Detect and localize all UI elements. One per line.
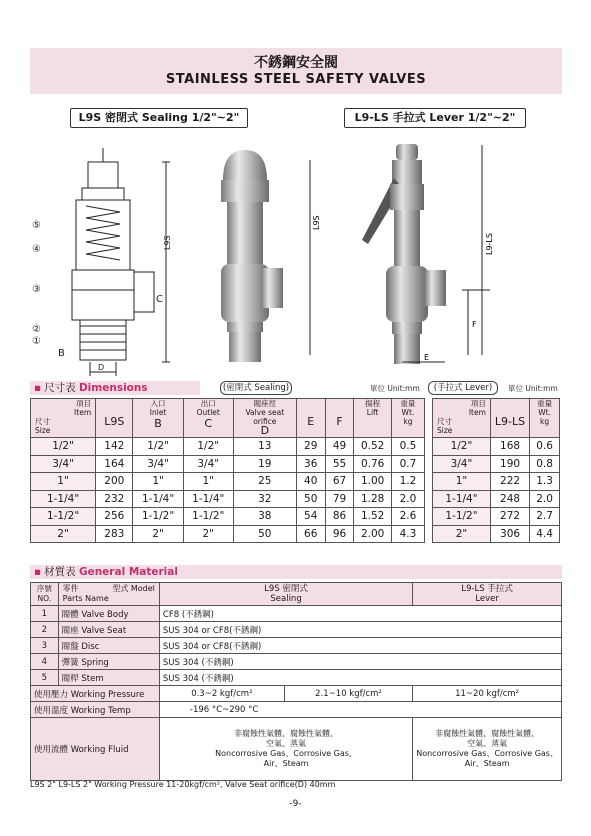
title-chinese: 不銹鋼安全閥 [254, 55, 338, 71]
table-row: 1" 222 1.3 [433, 473, 560, 491]
l9ls-valve-photo [352, 140, 462, 370]
material-section-header: ▪ 材質表 General Material [30, 565, 562, 579]
l9s-section-drawing [28, 140, 178, 380]
header-e: E [296, 399, 325, 438]
material-title-cn: 材質表 [44, 566, 76, 578]
table-row: 5 閥桿 Stem SUS 304 (不銹鋼) [31, 670, 562, 686]
table-row: 1/2" 142 1/2" 1/2" 13 29 49 0.52 0.5 [31, 438, 425, 456]
l9s-valve-photo [205, 150, 285, 365]
header-item-size: 項目 Item 尺寸 Size [31, 399, 96, 438]
title-english: STAINLESS STEEL SAFETY VALVES [165, 72, 427, 87]
l9ls-e-dimension [400, 352, 450, 372]
callout-5: ⑤ [32, 220, 41, 231]
dim-letter-f: F [472, 320, 477, 329]
callout-3: ③ [32, 284, 41, 295]
header-d: 閥座徑 Valve seat orifice D [233, 399, 296, 438]
table-row: 3/4" 190 0.8 [433, 455, 560, 473]
dim-label-l9s-photo: L9S [312, 215, 321, 230]
header-item-size-lever: 項目 Item 尺寸 Size [433, 399, 491, 438]
table-row: 1-1/2" 272 2.7 [433, 508, 560, 526]
model-label-l9s: L9S 密閉式 Sealing 1/2"~2" [70, 108, 248, 128]
header-no: 序號 NO. [31, 583, 59, 606]
material-title-en: General Material [78, 566, 178, 578]
table-row: 2 閥座 Valve Seat SUS 304 or CF8(不銹鋼) [31, 622, 562, 638]
unit-label-right: 單位 Unit:mm [508, 384, 558, 393]
footnote: L9S 2" L9-LS 2" Working Pressure 11-20kgf/cm², Valve Seat orifice(D) 40mm [30, 780, 336, 789]
table-row: 2" 306 4.4 [433, 525, 560, 543]
header-wt-lever: 重量 Wt. kg [530, 399, 560, 438]
dimensions-title-en: Dimensions [78, 382, 148, 394]
table-row: 1" 200 1" 1" 25 40 67 1.00 1.2 [31, 473, 425, 491]
table-row: 4 彈簧 Spring SUS 304 (不銹鋼) [31, 654, 562, 670]
table-row: 1-1/4" 232 1-1/4" 1-1/4" 32 50 79 1.28 2.0 [31, 490, 425, 508]
header-f: F [325, 399, 354, 438]
header-l9ls-lever: L9-LS 手拉式 Lever [413, 583, 562, 606]
dim-letter-c: C [156, 294, 163, 305]
header-lift: 揚程 Lift [354, 399, 391, 438]
table-row-temp: 使用溫度 Working Temp -196 °C~290 °C [31, 702, 562, 718]
table-row-fluid: 使用流體 Working Fluid 非腐蝕性氣體、腐蝕性氣體、 空氣、蒸氣 Noncorrosive Gas、Corrosive Gas、 Air、Steam 非腐蝕性氣體、腐蝕性氣體、 空氣、蒸氣 Noncorrosive Gas、Corrosive Gas、 Air、Steam [31, 718, 562, 781]
dim-label-l9s-drawing: L9S [163, 235, 172, 250]
table-row: 3/4" 164 3/4" 3/4" 19 36 55 0.76 0.7 [31, 455, 425, 473]
l9s-dimension-line [305, 160, 325, 360]
table-row-pressure: 使用壓力 Working Pressure 0.3~2 kgf/cm² 2.1~10 kgf/cm² 11~20 kgf/cm² [31, 686, 562, 702]
unit-label-left: 單位 Unit:mm [370, 384, 420, 393]
dimensions-title-cn: 尺寸表 [44, 382, 76, 394]
table-row: 3 閥盤 Disc SUS 304 or CF8(不銹鋼) [31, 638, 562, 654]
header-l9ls: L9-LS [490, 399, 529, 438]
header-l9s: L9S [96, 399, 133, 438]
page-header [30, 48, 562, 94]
callout-1: ① [32, 336, 41, 347]
dim-letter-e: E [424, 353, 430, 362]
sealing-pill: (密閉式 Sealing) [220, 381, 292, 395]
page-number: -9- [289, 799, 302, 809]
dimensions-table-lever [432, 398, 560, 543]
material-table [30, 582, 562, 781]
table-row: 1 閥體 Valve Body CF8 (不銹鋼) [31, 606, 562, 622]
dim-letter-d: D [98, 363, 105, 372]
l9ls-dimension-lines [460, 145, 520, 380]
header-wt: 重量 Wt. kg [391, 399, 424, 438]
dimensions-table-sealing [30, 398, 425, 543]
header-model-parts: 型式 Model 零件 Parts Name [58, 583, 159, 606]
model-label-l9ls: L9-LS 手拉式 Lever 1/2"~2" [344, 108, 526, 128]
header-c: 出口 Outlet C [183, 399, 233, 438]
table-row: 1-1/2" 256 1-1/2" 1-1/2" 38 54 86 1.52 2.6 [31, 508, 425, 526]
dimensions-section-header: ▪ 尺寸表 Dimensions [30, 381, 200, 395]
table-row: 2" 283 2" 2" 50 66 96 2.00 4.3 [31, 525, 425, 543]
callout-2: ② [32, 324, 41, 335]
lever-pill: (手拉式 Lever) [428, 381, 498, 395]
dim-letter-b: B [58, 348, 65, 359]
table-row: 1/2" 168 0.6 [433, 438, 560, 456]
callout-4: ④ [32, 244, 41, 255]
header-l9s-sealing: L9S 密閉式 Sealing [159, 583, 412, 606]
header-b: 入口 Inlet B [133, 399, 183, 438]
table-row: 1-1/4" 248 2.0 [433, 490, 560, 508]
dim-label-l9ls: L9-LS [485, 233, 494, 255]
